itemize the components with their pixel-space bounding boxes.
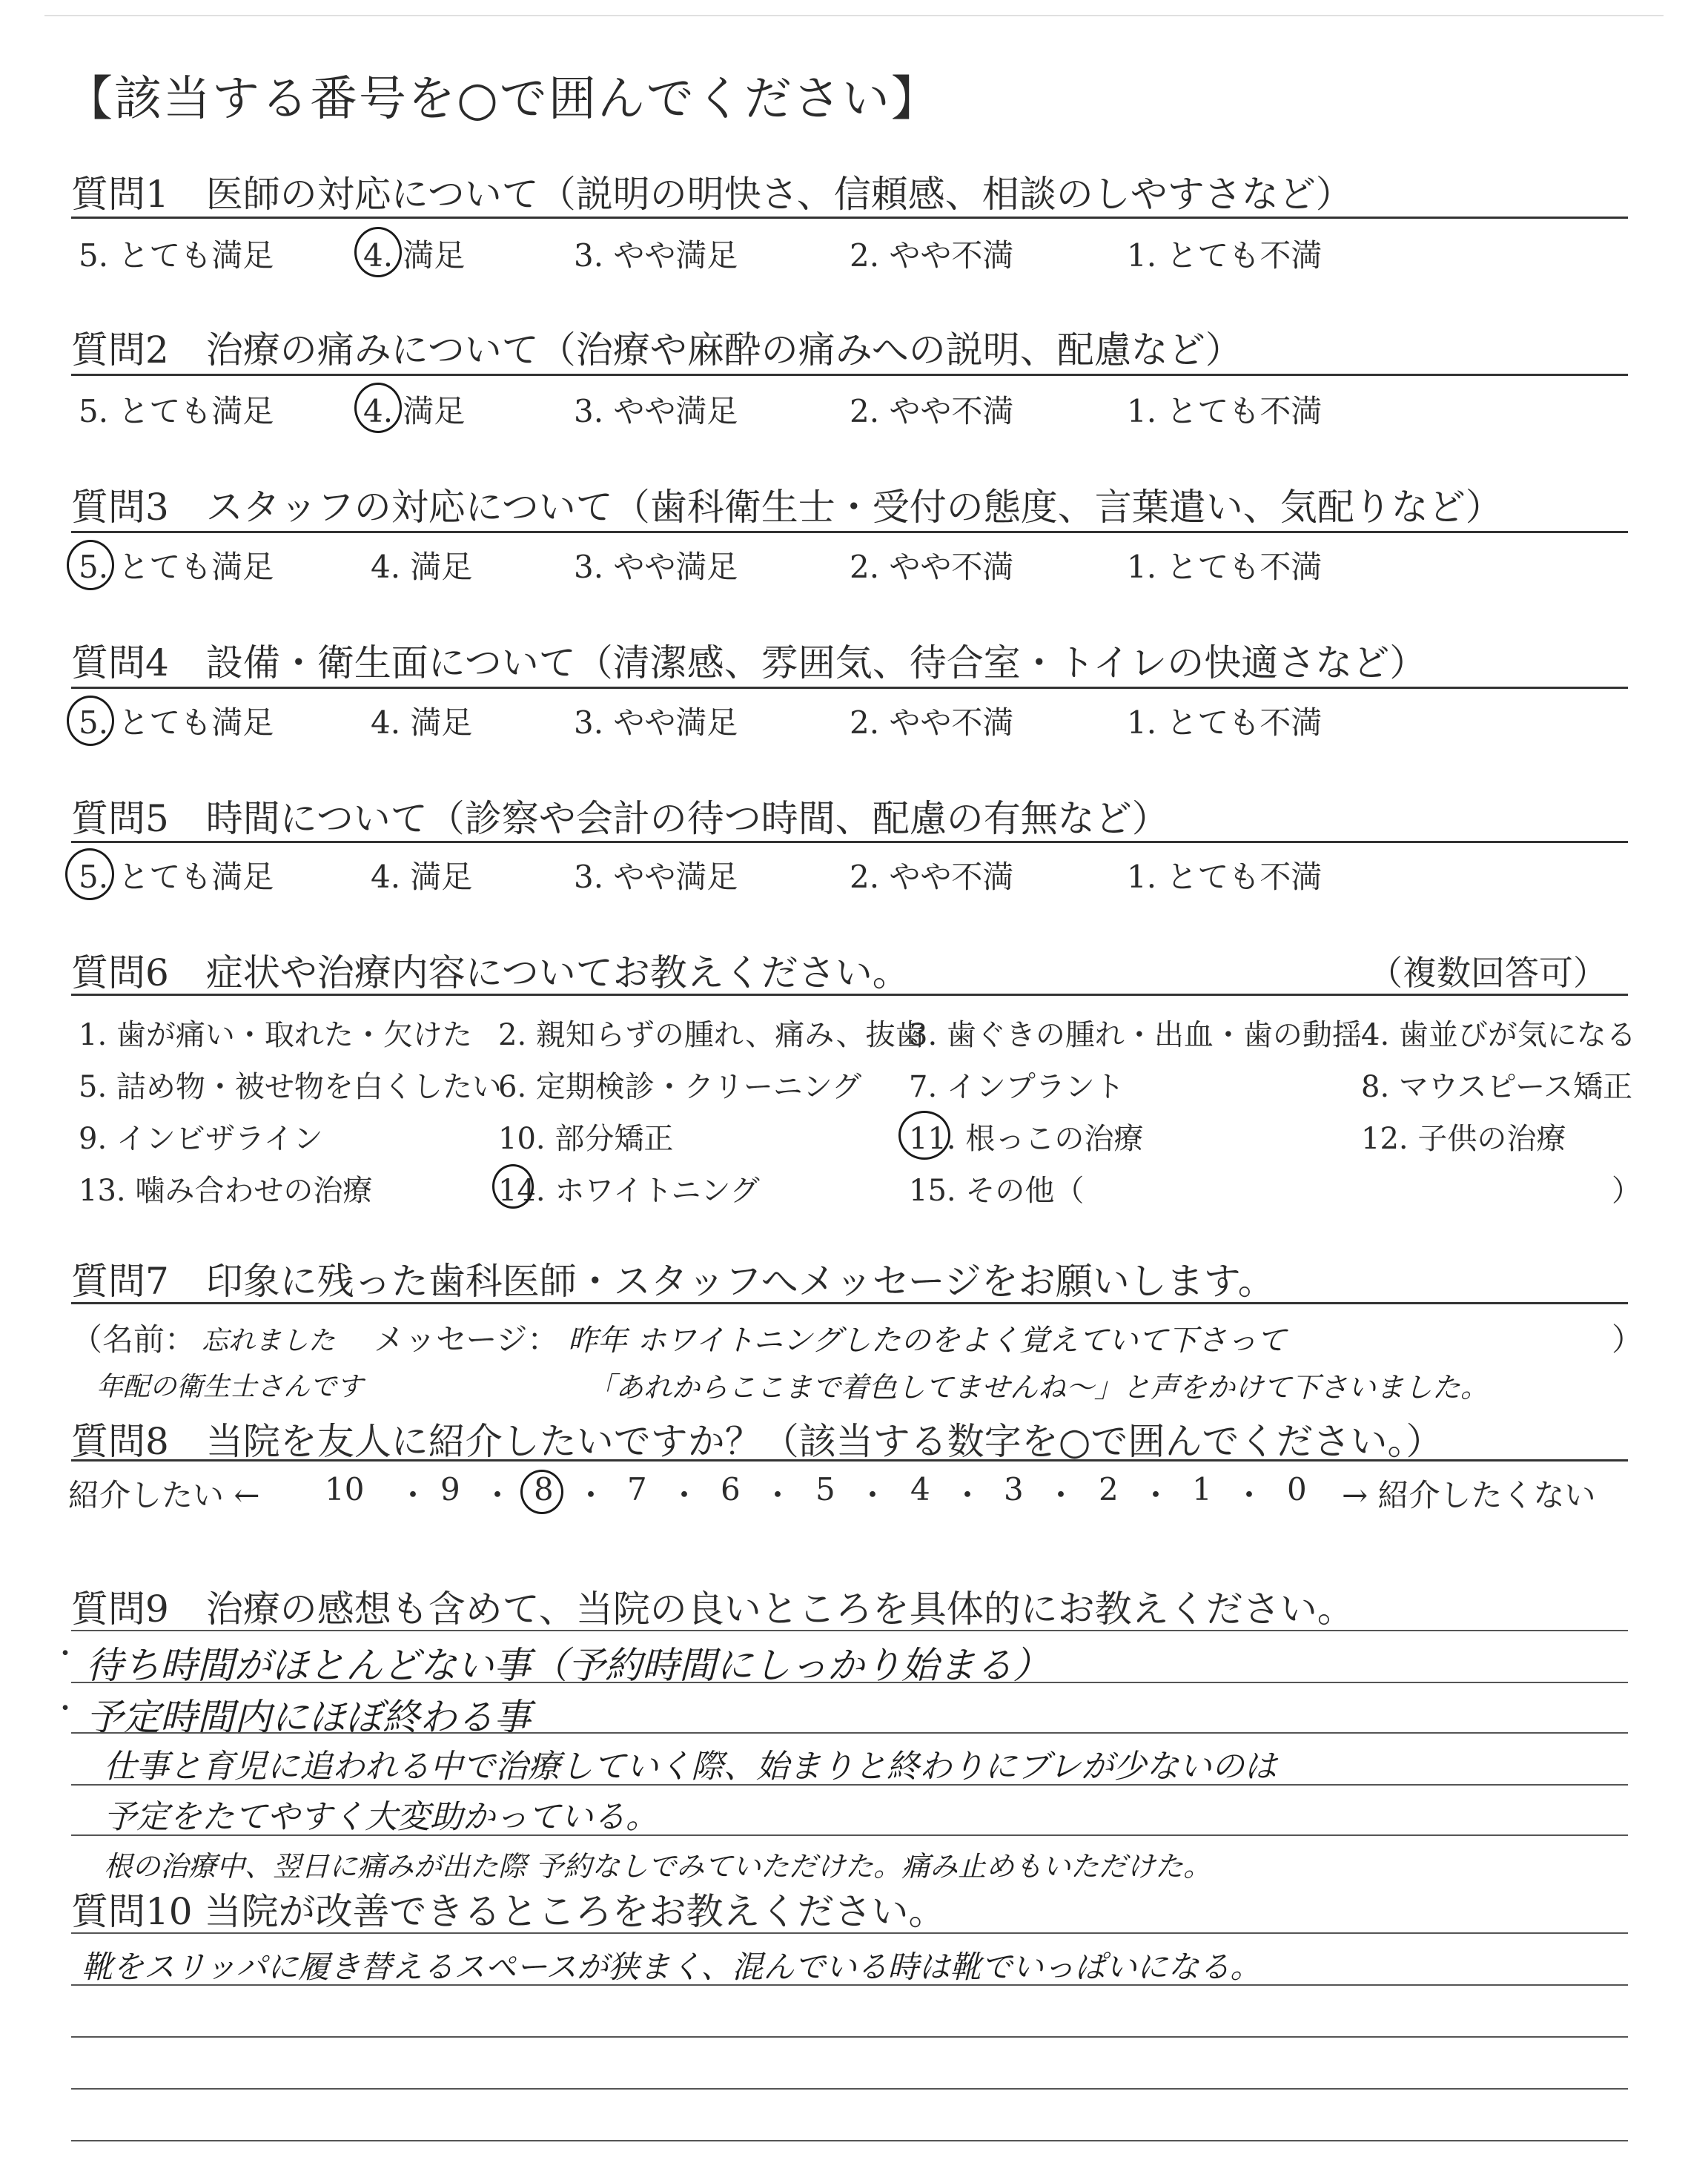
- q4-selection-circle: [67, 696, 114, 746]
- q7-name-label: （名前：: [71, 1321, 196, 1358]
- q6-item-14-circle: [492, 1164, 534, 1209]
- q8-scale-4[interactable]: 4: [910, 1471, 930, 1507]
- q2-option-5[interactable]: 5. とても満足: [79, 393, 274, 429]
- q8-scale-1[interactable]: 1: [1192, 1471, 1212, 1507]
- q9-line-1[interactable]: 待ち時間がほとんどない事（予約時間にしっかり始まる）: [86, 1644, 1050, 1687]
- q1-heading: 質問1 医師の対応について（説明の明快さ、信頼感、相談のしやすさなど）: [71, 173, 1353, 216]
- q6-item-12[interactable]: 12. 子供の治療: [1361, 1122, 1566, 1156]
- q5-option-4[interactable]: 4. 満足: [371, 859, 473, 895]
- q8-scale-6[interactable]: 6: [721, 1471, 741, 1507]
- q8-scale-7[interactable]: 7: [627, 1471, 647, 1507]
- q8-dot: ・: [1045, 1477, 1077, 1513]
- q10-rule-4: [71, 2140, 1628, 2141]
- q5-option-2[interactable]: 2. やや不満: [850, 859, 1014, 895]
- q9-heading: 質問9 治療の感想も含めて、当院の良いところを具体的にお教えください。: [71, 1588, 1354, 1631]
- q9-rule-4: [71, 1834, 1628, 1836]
- q6-item-5[interactable]: 5. 詰め物・被せ物を白くしたい: [79, 1070, 502, 1104]
- q10-rule-2: [71, 2036, 1628, 2038]
- q3-rule: [71, 531, 1628, 533]
- q10-rule-1: [71, 1984, 1628, 1986]
- q9-line-4[interactable]: 予定をたてやすく大変助かっている。: [104, 1798, 658, 1836]
- q10-heading: 質問10 当院が改善できるところをお教えください。: [71, 1890, 946, 1933]
- q8-heading: 質問8 当院を友人に紹介したいですか？（該当する数字を○で囲んでください。）: [71, 1420, 1443, 1463]
- q9-line-2[interactable]: 予定時間内にほぼ終わる事: [86, 1696, 531, 1739]
- q10-rule-3: [71, 2088, 1628, 2090]
- q8-scale-10[interactable]: 10: [325, 1471, 365, 1507]
- q4-option-4[interactable]: 4. 満足: [371, 704, 473, 741]
- q4-option-5[interactable]: 5. とても満足: [79, 704, 274, 741]
- q6-heading: 質問6 症状や治療内容についてお教えください。: [71, 951, 910, 994]
- q8-scale-9[interactable]: 9: [440, 1471, 460, 1507]
- q3-option-2[interactable]: 2. やや不満: [850, 549, 1014, 585]
- q2-option-4[interactable]: 4. 満足: [363, 393, 466, 429]
- q4-option-2[interactable]: 2. やや不満: [850, 704, 1014, 741]
- q3-option-5[interactable]: 5. とても満足: [79, 549, 274, 585]
- q4-option-1[interactable]: 1. とても不満: [1127, 704, 1323, 741]
- q8-scale-8[interactable]: 8: [534, 1471, 554, 1507]
- q6-item-2[interactable]: 2. 親知らずの腫れ、痛み、抜歯: [498, 1018, 925, 1052]
- q8-dot: ・: [952, 1477, 984, 1513]
- q7-close-paren: ）: [1612, 1321, 1644, 1358]
- q6-item-6[interactable]: 6. 定期検診・クリーニング: [498, 1070, 862, 1104]
- q8-scale-0[interactable]: 0: [1287, 1471, 1307, 1507]
- q6-item-13[interactable]: 13. 噛み合わせの治療: [79, 1174, 373, 1208]
- q2-option-3[interactable]: 3. やや満足: [574, 393, 738, 429]
- top-border: [44, 15, 1664, 16]
- q8-rule: [71, 1459, 1628, 1462]
- q9-rule-1: [71, 1682, 1628, 1683]
- q6-rule: [71, 994, 1628, 996]
- q1-rule: [71, 217, 1628, 219]
- q3-option-1[interactable]: 1. とても不満: [1127, 549, 1323, 585]
- q7-name-value[interactable]: 忘れました: [202, 1326, 336, 1356]
- q9-line-3[interactable]: 仕事と育児に追われる中で治療していく際、始まりと終わりにブレが少ないのは: [104, 1748, 1277, 1786]
- q8-dot: ・: [482, 1477, 514, 1513]
- q6-item-15[interactable]: 15. その他（: [909, 1174, 1085, 1208]
- q5-rule: [71, 841, 1628, 843]
- q6-item-8[interactable]: 8. マウスピース矯正: [1361, 1070, 1633, 1104]
- q8-dot: ・: [1140, 1477, 1172, 1513]
- q7-message-line-1[interactable]: 昨年 ホワイトニングしたのをよく覚えていて下さって: [568, 1324, 1287, 1358]
- q5-option-3[interactable]: 3. やや満足: [574, 859, 738, 895]
- q5-option-5[interactable]: 5. とても満足: [79, 859, 274, 895]
- q9-bullet: ・: [52, 1694, 79, 1724]
- q6-item-14[interactable]: 14. ホワイトニング: [498, 1174, 760, 1208]
- q2-option-1[interactable]: 1. とても不満: [1127, 393, 1323, 429]
- q5-option-1[interactable]: 1. とても不満: [1127, 859, 1323, 895]
- q10-rule-0: [71, 1932, 1628, 1934]
- q6-item-10[interactable]: 10. 部分矯正: [498, 1122, 674, 1156]
- q8-scale-3[interactable]: 3: [1004, 1471, 1024, 1507]
- q6-item-11-circle: [898, 1111, 950, 1160]
- q3-heading: 質問3 スタッフの対応について（歯科衛生士・受付の態度、言葉遣い、気配りなど）: [71, 486, 1503, 529]
- q9-bullet: ・: [52, 1639, 79, 1669]
- q6-item-11[interactable]: 11. 根っこの治療: [909, 1122, 1144, 1156]
- q6-item-9[interactable]: 9. インビザライン: [79, 1122, 323, 1156]
- q7-heading: 質問7 印象に残った歯科医師・スタッフへメッセージをお願いします。: [71, 1260, 1275, 1303]
- q2-heading: 質問2 治療の痛みについて（治療や麻酔の痛みへの説明、配慮など）: [71, 328, 1242, 371]
- q4-heading: 質問4 設備・衛生面について（清潔感、雰囲気、待合室・トイレの快適さなど）: [71, 641, 1427, 684]
- q8-left-label: 紹介したい ←: [68, 1477, 260, 1513]
- q8-dot: ・: [669, 1477, 701, 1513]
- q1-selection-circle: [354, 227, 402, 277]
- q6-item-4[interactable]: 4. 歯並びが気になる: [1361, 1018, 1636, 1052]
- q8-dot: ・: [762, 1477, 794, 1513]
- q10-line-1[interactable]: 靴をスリッパに履き替えるスペースが狭まく、混んでいる時は靴でいっぱいになる。: [82, 1949, 1262, 1985]
- q4-rule: [71, 687, 1628, 689]
- q3-option-3[interactable]: 3. やや満足: [574, 549, 738, 585]
- q5-selection-circle: [65, 848, 114, 900]
- q2-option-2[interactable]: 2. やや不満: [850, 393, 1014, 429]
- q7-message-line-2[interactable]: 「あれからここまで着色してませんね～」と声をかけて下さいました。: [587, 1371, 1489, 1404]
- q1-option-4[interactable]: 4. 満足: [363, 237, 466, 274]
- q3-selection-circle: [67, 540, 114, 590]
- q3-option-4[interactable]: 4. 満足: [371, 549, 473, 585]
- q2-selection-circle: [354, 383, 402, 433]
- q5-heading: 質問5 時間について（診察や会計の待つ時間、配慮の有無など）: [71, 797, 1169, 840]
- q9-rule-2: [71, 1732, 1628, 1734]
- q6-item-1[interactable]: 1. 歯が痛い・取れた・欠けた: [79, 1018, 472, 1052]
- q8-dot: ・: [857, 1477, 889, 1513]
- q1-option-5[interactable]: 5. とても満足: [79, 237, 274, 274]
- q6-multi-answer-note: （複数回答可）: [1368, 953, 1607, 993]
- q2-rule: [71, 374, 1628, 376]
- q1-option-1[interactable]: 1. とても不満: [1127, 237, 1323, 274]
- q9-rule-3: [71, 1784, 1628, 1786]
- q8-selection-circle: [520, 1470, 563, 1514]
- q7-rule: [71, 1302, 1628, 1304]
- q1-option-3[interactable]: 3. やや満足: [574, 237, 738, 274]
- q8-dot: ・: [397, 1477, 429, 1513]
- page-title: 【該当する番号を○で囲んでください】: [65, 72, 940, 127]
- q6-item-15-close: ）: [1612, 1174, 1641, 1208]
- q8-scale-5[interactable]: 5: [815, 1471, 835, 1507]
- q7-name-note[interactable]: 年配の衛生士さんです: [96, 1372, 364, 1402]
- q9-line-5[interactable]: 根の治療中、翌日に痛みが出た際 予約なしでみていただけた。痛み止めもいただけた。: [104, 1850, 1212, 1883]
- q6-item-7[interactable]: 7. インプラント: [909, 1070, 1125, 1104]
- q6-item-3[interactable]: 3. 歯ぐきの腫れ・出血・歯の動揺: [909, 1018, 1362, 1052]
- q8-dot: ・: [1234, 1477, 1265, 1513]
- q4-option-3[interactable]: 3. やや満足: [574, 704, 738, 741]
- q8-dot: ・: [575, 1477, 607, 1513]
- q7-message-label: メッセージ：: [374, 1321, 559, 1358]
- q1-option-2[interactable]: 2. やや不満: [850, 237, 1014, 274]
- q8-right-label: → 紹介したくない: [1342, 1477, 1596, 1513]
- q8-scale-2[interactable]: 2: [1099, 1471, 1119, 1507]
- q9-rule-0: [71, 1630, 1628, 1631]
